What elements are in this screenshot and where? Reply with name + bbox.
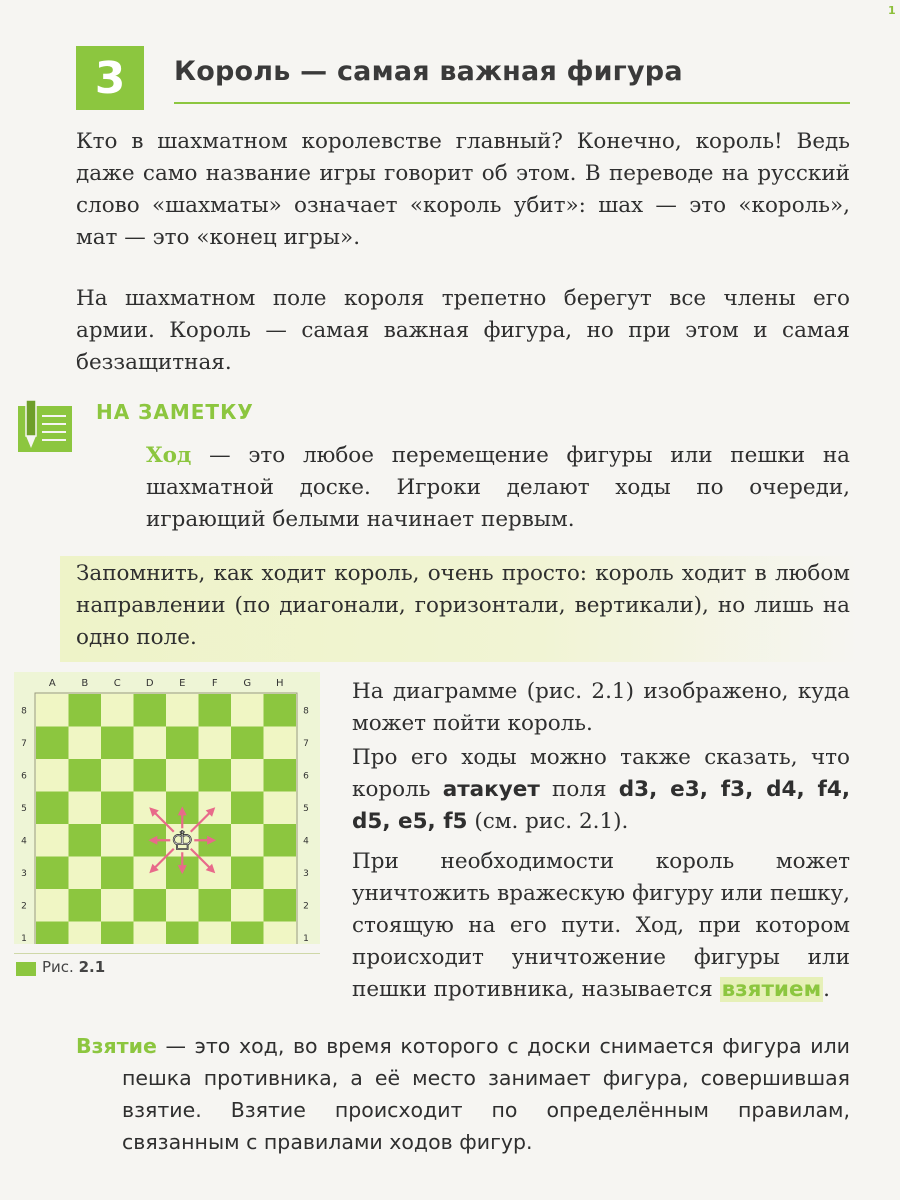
figure-caption-prefix: Рис.: [42, 958, 74, 976]
board-square: [69, 792, 102, 825]
board-square: [69, 759, 102, 792]
board-square: [134, 694, 167, 727]
intro-paragraph-1: Кто в шахматном королевстве главный? Конечно, король! Ведь даже само название игры говорит об этом. В переводе на русский слово «шахматы» означает «король убит»: шах — это «король», мат — это «конец игры».: [76, 129, 850, 250]
file-label-top: C: [113, 678, 121, 689]
board-square: [264, 759, 297, 792]
board-square: [231, 889, 264, 922]
rank-label-right: 5: [303, 803, 309, 814]
rank-label-left: 2: [21, 901, 27, 912]
board-square: [264, 792, 297, 825]
board-square: [101, 889, 134, 922]
rank-label-right: 3: [303, 868, 309, 879]
note-heading: НА ЗАМЕТКУ: [96, 400, 254, 424]
board-square: [166, 759, 199, 792]
board-square: [101, 792, 134, 825]
board-square: [231, 824, 264, 857]
board-square: [69, 824, 102, 857]
board-square: [166, 727, 199, 760]
p2-part-c: (см. рис. 2.1).: [467, 809, 629, 834]
capture-term: взятием: [721, 977, 822, 1002]
board-square: [134, 759, 167, 792]
rank-label-left: 3: [21, 868, 27, 879]
board-square: [231, 922, 264, 945]
file-label-top: H: [275, 678, 284, 689]
attacks-word: атакует: [442, 777, 540, 802]
figure-rule: [14, 953, 320, 954]
board-square: [231, 727, 264, 760]
rank-label-right: 8: [303, 706, 309, 717]
file-label-top: F: [211, 678, 218, 689]
board-square: [166, 922, 199, 945]
title-underline: [174, 102, 850, 104]
rank-label-left: 7: [21, 738, 27, 749]
p3-part-a: При необходимости король может уничтожить вражескую фигуру или пешку, стоящую на его пути. Ход, при котором происходит уничтожение фигуры или пешки противника, называется: [352, 849, 850, 1002]
board-square: [101, 694, 134, 727]
rank-label-left: 1: [21, 933, 27, 944]
rank-label-left: 6: [21, 771, 27, 782]
board-square: [231, 857, 264, 890]
file-label-top: A: [48, 678, 56, 689]
board-square: [199, 889, 232, 922]
board-square: [101, 824, 134, 857]
board-square: [36, 824, 69, 857]
intro-paragraph-2: На шахматном поле короля трепетно берегут все члены его армии. Король — самая важная фигура, но при этом и самая беззащитная.: [76, 286, 850, 375]
corner-page-number: 1: [888, 4, 896, 17]
chapter-title: Король — самая важная фигура: [174, 56, 683, 87]
board-square: [231, 792, 264, 825]
board-square: [101, 922, 134, 945]
board-square: [101, 857, 134, 890]
rank-label-right: 6: [303, 771, 309, 782]
figure-caption-marker: [16, 962, 36, 976]
board-square: [36, 727, 69, 760]
board-square: [134, 889, 167, 922]
board-square: [264, 727, 297, 760]
board-square: [69, 727, 102, 760]
chapter-number-badge: 3: [76, 46, 144, 110]
note-definition: — это любое перемещение фигуры или пешки на шахматной доске. Игроки делают ходы по очереди, играющий белыми начинает первым.: [146, 443, 850, 532]
definition-term: Взятие: [76, 1034, 157, 1058]
file-label-top: B: [81, 678, 89, 689]
p2-part-a: Про его ходы можно также сказать, что король: [352, 745, 850, 802]
rank-label-right: 2: [303, 901, 309, 912]
board-square: [264, 824, 297, 857]
p2-part-b: поля: [539, 777, 619, 802]
board-square: [36, 889, 69, 922]
board-square: [231, 759, 264, 792]
board-square: [166, 889, 199, 922]
board-square: [199, 922, 232, 945]
board-square: [264, 922, 297, 945]
board-square: [166, 694, 199, 727]
board-square: [36, 694, 69, 727]
file-label-top: G: [243, 678, 252, 689]
figure-caption-number: 2.1: [78, 958, 106, 976]
board-square: [36, 759, 69, 792]
p3-end: .: [823, 977, 830, 1002]
board-square: [101, 727, 134, 760]
highlight-text: Запомнить, как ходит король, очень просто: король ходит в любом направлении (по диагонали, горизонтали, вертикали), но лишь на одно поле.: [76, 561, 850, 650]
board-square: [69, 922, 102, 945]
rank-label-left: 5: [21, 803, 27, 814]
chess-board: [14, 672, 320, 944]
board-square: [36, 857, 69, 890]
board-square: [199, 727, 232, 760]
board-square: [36, 922, 69, 945]
white-king-icon: ♔: [170, 826, 194, 857]
pencil-note-icon: [14, 398, 76, 456]
right-paragraph-2: [352, 742, 850, 838]
board-square: [69, 889, 102, 922]
board-square: [101, 759, 134, 792]
file-label-top: D: [145, 678, 154, 689]
board-square: [264, 889, 297, 922]
board-square: [199, 694, 232, 727]
rank-label-right: 1: [303, 933, 309, 944]
rank-label-right: 4: [303, 836, 309, 847]
rank-label-left: 4: [21, 836, 27, 847]
file-label-top: E: [179, 678, 186, 689]
note-term: Ход: [146, 443, 192, 468]
board-square: [134, 922, 167, 945]
figure-caption: [42, 958, 105, 976]
board-square: [36, 792, 69, 825]
attacked-squares: d3, e3, f3, d4, f4, d5, e5, f5: [352, 777, 850, 834]
right-paragraph-1: На диаграмме (рис. 2.1) изображено, куда может пойти король.: [352, 679, 850, 736]
board-square: [231, 694, 264, 727]
board-square: [264, 857, 297, 890]
right-paragraph-3: [352, 846, 850, 1006]
board-square: [134, 727, 167, 760]
note-text: [146, 440, 850, 536]
board-square: [69, 857, 102, 890]
chess-diagram: [14, 672, 320, 944]
rank-label-left: 8: [21, 706, 27, 717]
board-square: [199, 759, 232, 792]
board-square: [264, 694, 297, 727]
rank-label-right: 7: [303, 738, 309, 749]
board-square: [69, 694, 102, 727]
capture-definition: [76, 1030, 850, 1158]
definition-text: — это ход, во время которого с доски снимается фигура или пешка противника, а её место занимает фигура, совершившая взятие. Взятие происходит по определённым правилам, связанным с правилами ходов фигур.: [122, 1034, 850, 1154]
